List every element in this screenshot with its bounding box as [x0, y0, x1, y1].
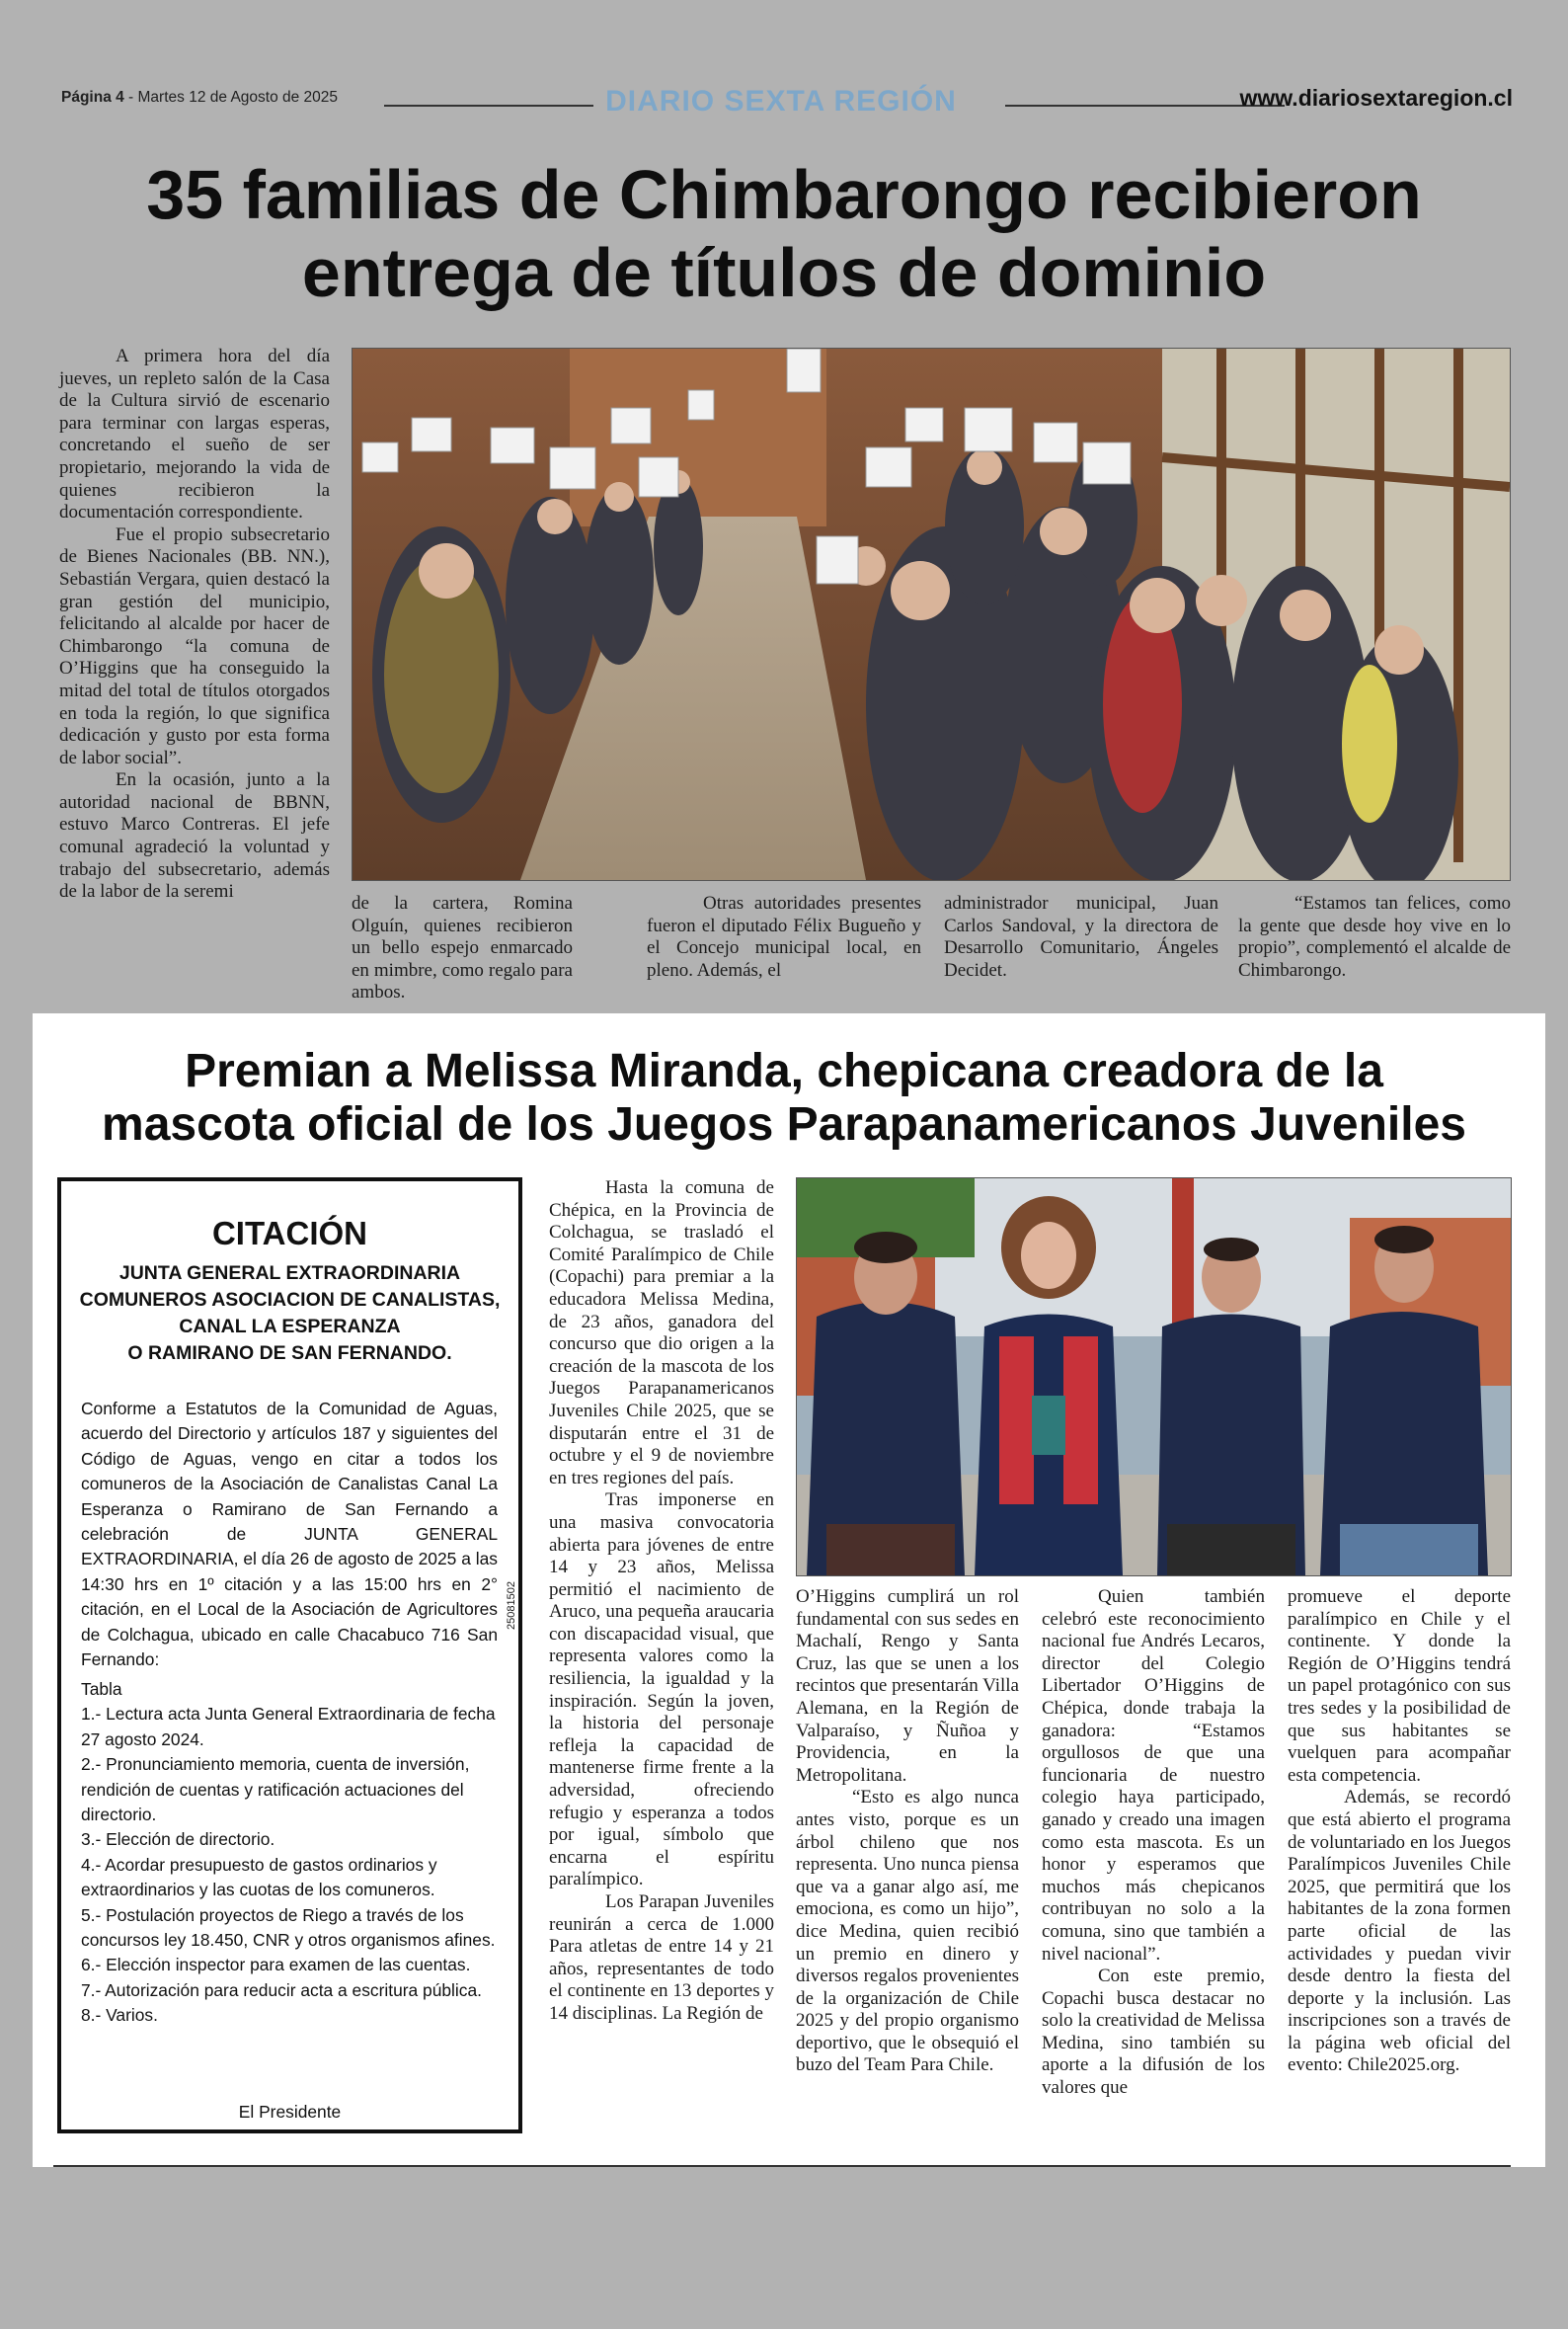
ad-code: 25081502	[506, 1581, 517, 1630]
article2-col1-p1: Hasta la comuna de Chépica, en la Provincia de Colchagua, se trasladó el Comité Paralímpico de Chile (Copachi) para premiar a la educadora Melissa Medina, de 23 años, ganadora del concurso que dio origen a la creación de la mascota de los Juegos Parapanamericanos Juveniles Chile 2025, que se disputarán entre el 31 de octubre y el 9 de noviembre en tres regiones del país.	[549, 1177, 774, 1488]
citation-agenda	[81, 1677, 498, 2029]
article1-col2-text: de la cartera, Romina Olguín, quienes recibieron un bello espejo enmarcado en mimbre, como regalo para ambos.	[352, 893, 573, 1004]
article2-col1-p2: Tras imponerse en una masiva convocatoria abierta para jóvenes de entre 14 y 23 años, Melissa permitió el nacimiento de Aruco, una pequeña araucaria con discapacidad visual, que representa valores como la resiliencia, la igualdad y la inspiración. Según la joven, la historia del personaje refleja la capacidad de mantenerse firme frente a la adversidad, ofreciendo refugio y esperanza a todos por igual, símbolo que encarna el espíritu paralímpico.	[549, 1489, 774, 1890]
citation-body: Conforme a Estatutos de la Comunidad de Aguas, acuerdo del Directorio y artículos 187 y siguientes del Código de Aguas, vengo en citar a todos los comuneros de la Asociación de Canalistas Canal La Esperanza o Ramirano de San Fernando a celebración de JUNTA GENERAL EXTRAORDINARIA, el día 26 de agosto de 2025 a las 14:30 hrs en 1º citación y a las 15:00 hrs en 2° citación, en el Local de la Asociación de Agricultores de Colchagua, ubicado en calle Chacabuco 716 San Fernando:	[81, 1399, 498, 1670]
newspaper-url: www.diariosextaregion.cl	[1239, 85, 1513, 111]
article2-col3-p1: Quien también celebró este reconocimiento nacional fue Andrés Lecaros, director del Colegio Libertador O’Higgins de Chépica, donde trabaja la ganadora: “Estamos orgullosos de que una funcionaria de nuestro colegio haya participado, ganado y creado una imagen como esta mascota. Es un honor y esperamos que muchos más chepicanos contribuyan no solo a la comuna, sino que también a nivel nacional”.	[1042, 1586, 1265, 1965]
article2-col4-p2: Además, se recordó que está abierto el programa de voluntariado en los Juegos Paralímpicos Juveniles Chile 2025, que permitirá que los habitantes de la zona formen parte oficial de las actividades y puedan vivir desde dentro la fiesta del deporte y la inclusión. Las inscripciones son a través de la página web oficial del evento: Chile2025.org.	[1288, 1787, 1511, 2076]
bottom-rule	[53, 2165, 1511, 2167]
citation-subtitle-line: CANAL LA ESPERANZA	[179, 1316, 401, 1337]
page-header	[61, 85, 1513, 124]
citation-notice	[57, 1177, 522, 2133]
article1-col3-text: Otras autoridades presentes fueron el diputado Félix Bugueño y el Concejo municipal local, en pleno. Además, el	[647, 893, 921, 981]
agenda-title: Tabla	[81, 1679, 122, 1699]
citation-subtitle-line: COMUNEROS ASOCIACION DE CANALISTAS,	[79, 1289, 501, 1311]
article2-col2-p2: “Esto es algo nunca antes visto, porque es un árbol chileno que nos representa. Uno nunca piensa que va a ganar algo así, me emociona, es como un hijo”, dice Medina, quien recibió un premio en dinero y diversos regalos provenientes de la organización de Chile 2025 y del propio organismo deportivo, que le obsequió el buzo del Team Para Chile.	[796, 1787, 1019, 2076]
page-number: Página 4	[61, 89, 124, 106]
article1-headline-line1: 35 familias de Chimbarongo recibieron	[146, 156, 1422, 233]
article2-col4	[1288, 1586, 1511, 2077]
agenda-item: 1.- Lectura acta Junta General Extraordinaria de fecha 27 agosto 2024.	[81, 1704, 496, 1749]
article1-col3	[647, 893, 921, 982]
citation-subtitle-line: O RAMIRANO DE SAN FERNANDO.	[127, 1342, 452, 1364]
agenda-item: 5.- Postulación proyectos de Riego a través de los concursos ley 18.450, CNR y otros organismos afines.	[81, 1904, 496, 1951]
article1-headline	[39, 156, 1529, 312]
article1-col5-text: “Estamos tan felices, como la gente que desde hoy vive en lo propio”, complementó el alcalde de Chimbarongo.	[1238, 893, 1511, 981]
article2-col4-p1: promueve el deporte paralímpico en Chile y el continente. Y donde la Región de O’Higgins tendrá un papel protagónico con sus tres sedes y la posibilidad de que sus habitantes se vuelquen para acompañar esta competencia.	[1288, 1586, 1511, 1786]
newspaper-brand: DIARIO SEXTA REGIÓN	[605, 85, 957, 118]
agenda-item: 6.- Elección inspector para examen de las cuentas.	[81, 1955, 471, 1975]
agenda-item: 2.- Pronunciamiento memoria, cuenta de inversión, rendición de cuentas y ratificación actuaciones del directorio.	[81, 1754, 470, 1825]
article2-col3	[1042, 1586, 1265, 2100]
citation-title: CITACIÓN	[211, 1215, 368, 1251]
citation-subtitle-line: JUNTA GENERAL EXTRAORDINARIA	[118, 1262, 461, 1284]
article2-col1	[549, 1177, 774, 2026]
article2-headline	[39, 1045, 1529, 1152]
article1-col4-text: administrador municipal, Juan Carlos Sandoval, y la directora de Desarrollo Comunitario, Ángeles Decidet.	[944, 893, 1218, 981]
article1-photo	[352, 348, 1511, 881]
article2-col1-p3: Los Parapan Juveniles reunirán a cerca de 1.000 Para atletas de entre 14 y 21 años, representantes de todo el continente en 13 deportes y 14 disciplinas. La Región de	[549, 1891, 774, 2024]
article1-col1-p1: A primera hora del día jueves, un repleto salón de la Casa de la Cultura sirvió de escenario para terminar con largas esperas, concretando el sueño de ser propietario, mejorando la vida de quienes recibieron la documentación correspondiente.	[59, 346, 330, 523]
citation-subtitle	[61, 1260, 518, 1367]
article2-col2-p1: O’Higgins cumplirá un rol fundamental con sus sedes en Machalí, Rengo y Santa Cruz, las que se unen a los recintos que presentarán Villa Alemana, en la Región de Valparaíso, y Ñuñoa y Providencia, en la Metropolitana.	[796, 1586, 1019, 1786]
article1-headline-line2: entrega de títulos de dominio	[301, 234, 1267, 312]
article2-headline-line2: mascota oficial de los Juegos Parapanamericanos Juveniles	[102, 1098, 1466, 1152]
article1-col1-p2: Fue el propio subsecretario de Bienes Nacionales (BB. NN.), Sebastián Vergara, quien destacó la gran gestión del municipio, felicitando al alcalde por hacer de Chimbarongo “la comuna de O’Higgins que ha conseguido la mitad del total de títulos otorgados en toda la región, lo que significa dedicación y gusto por esta forma de labor social”.	[59, 523, 330, 768]
article2-photo	[796, 1177, 1512, 1576]
article2-col2	[796, 1586, 1019, 2077]
agenda-item: 7.- Autorización para reducir acta a escritura pública.	[81, 1979, 482, 2000]
article2-headline-line1: Premian a Melissa Miranda, chepicana creadora de la	[185, 1045, 1383, 1097]
article2-col3-p2: Con este premio, Copachi busca destacar no solo la creatividad de Melissa Medina, sino también su aporte a la difusión de los valores que	[1042, 1966, 1265, 2099]
article1-col1	[59, 346, 330, 904]
ceremony-photo-illustration	[353, 349, 1510, 880]
agenda-item: 4.- Acordar presupuesto de gastos ordinarios y extraordinarios y las cuotas de los comuneros.	[81, 1854, 437, 1900]
agenda-item: 3.- Elección de directorio.	[81, 1829, 275, 1850]
article1-col1-p3: En la ocasión, junto a la autoridad nacional de BBNN, estuvo Marco Contreras. El jefe comunal agradeció la voluntad y trabajo del subsecretario, además de la labor de la seremi	[59, 769, 330, 903]
citation-signature: El Presidente	[238, 2102, 342, 2122]
article1-col5	[1238, 893, 1511, 982]
page-info	[61, 89, 338, 107]
award-photo-illustration	[797, 1178, 1511, 1575]
page-date: - Martes 12 de Agosto de 2025	[123, 89, 339, 106]
article1-col2	[352, 893, 573, 1004]
agenda-item: 8.- Varios.	[81, 2005, 158, 2026]
article1-col4	[944, 893, 1218, 982]
